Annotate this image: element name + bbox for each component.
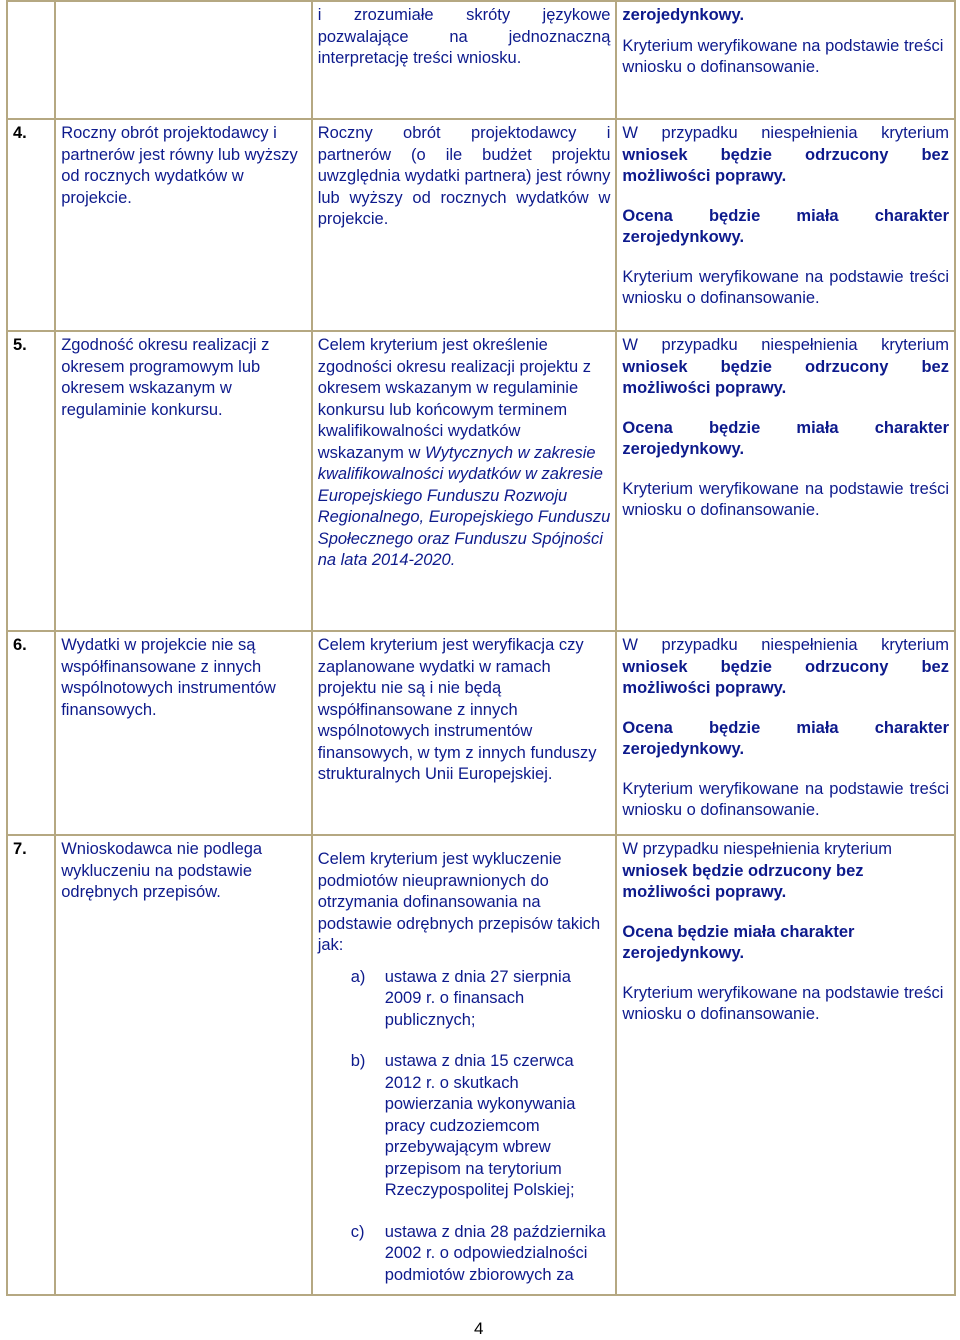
rating-text: Ocena będzie miała charakter zerojedynkowy. bbox=[622, 206, 949, 246]
criterion-name: Zgodność okresu realizacji z okresem programowym lub okresem wskazanym w regulaminie konkursu. bbox=[55, 331, 311, 631]
list-item bbox=[318, 967, 611, 1032]
criteria-table bbox=[6, 0, 956, 1296]
criterion-description: Celem kryterium jest weryfikacja czy zaplanowane wydatki w ramach projektu nie są i nie będą współfinansowane z innych wspólnotowych instrumentów finansowych, w tym z innych funduszy strukturalnych Unii Europejskiej. bbox=[312, 631, 617, 835]
effect-consequence: wniosek będzie odrzucony bez możliwości poprawy. bbox=[622, 861, 864, 901]
effect-lead: W przypadku niespełnienia kryterium bbox=[622, 336, 949, 354]
criterion-effect bbox=[616, 331, 955, 631]
effect-lead: W przypadku niespełnienia kryterium bbox=[622, 840, 893, 858]
description-italic: Wytycznych w zakresie kwalifikowalności wydatków w zakresie Europejskiego Funduszu Rozwoju Regionalnego, Europejskiego Funduszu Społecznego oraz Funduszu Spójności na lata 2014-2020. bbox=[317, 443, 611, 569]
table-row bbox=[7, 835, 955, 1295]
criterion-description bbox=[312, 331, 617, 631]
rating-text: zerojedynkowy. bbox=[622, 6, 745, 24]
verification-text: Kryterium weryfikowane na podstawie treści wniosku o dofinansowanie. bbox=[622, 983, 944, 1023]
description-text: Celem kryterium jest określenie zgodności okresu realizacji projektu z okresem wskazanym w regulaminie konkursu lub końcowym terminem kwalifikowalności wydatków wskazanym w bbox=[317, 336, 592, 462]
list-letter: b) bbox=[350, 1052, 366, 1070]
list-item bbox=[318, 1051, 611, 1202]
list-item-text: ustawa z dnia 27 sierpnia 2009 r. o finansach publicznych; bbox=[384, 967, 571, 1029]
list-letter: c) bbox=[350, 1222, 365, 1241]
criterion-description: Roczny obrót projektodawcy i partnerów (o ile budżet projektu uwzględnia wydatki partnera) jest równy lub wyższy od rocznych wydatków w projekcie. bbox=[312, 119, 617, 331]
criterion-effect bbox=[616, 1, 955, 119]
effect-text bbox=[622, 335, 949, 400]
criterion-effect bbox=[616, 119, 955, 331]
row-number bbox=[7, 1, 55, 119]
row-number: 7. bbox=[7, 835, 55, 1295]
criterion-name: Wydatki w projekcie nie są współfinansowane z innych wspólnotowych instrumentów finansowych. bbox=[55, 631, 311, 835]
verification-text: Kryterium weryfikowane na podstawie treści wniosku o dofinansowanie. bbox=[622, 267, 949, 307]
row-number: 6. bbox=[7, 631, 55, 835]
effect-text bbox=[622, 839, 949, 904]
table-row bbox=[7, 119, 955, 331]
criterion-effect bbox=[616, 631, 955, 835]
criterion-description: i zrozumiałe skróty językowe pozwalające na jednoznaczną interpretację treści wniosku. bbox=[312, 1, 617, 119]
rating-text: Ocena będzie miała charakter zerojedynkowy. bbox=[622, 922, 855, 962]
verification-text: Kryterium weryfikowane na podstawie treści wniosku o dofinansowanie. bbox=[622, 479, 949, 519]
row-number: 4. bbox=[7, 119, 55, 331]
list-letter: a) bbox=[350, 967, 366, 986]
table-row bbox=[7, 631, 955, 835]
effect-text bbox=[622, 123, 949, 188]
verification-text: Kryterium weryfikowane na podstawie treści wniosku o dofinansowanie. bbox=[622, 779, 949, 819]
effect-lead: W przypadku niespełnienia kryterium bbox=[622, 124, 949, 142]
list-item-text: ustawa z dnia 15 czerwca 2012 r. o skutkach powierzania wykonywania pracy cudzoziemcom przebywającym wbrew przepisom na terytorium Rzeczypospolitej Polskiej; bbox=[384, 1052, 576, 1199]
rating-text: Ocena będzie miała charakter zerojedynkowy. bbox=[622, 718, 949, 758]
criterion-name: Wnioskodawca nie podlega wykluczeniu na podstawie odrębnych przepisów. bbox=[55, 835, 311, 1295]
criterion-description bbox=[312, 835, 617, 1295]
regulation-list bbox=[318, 967, 611, 1287]
table-row bbox=[7, 331, 955, 631]
verification-text: Kryterium weryfikowane na podstawie treści wniosku o dofinansowanie. bbox=[622, 36, 944, 76]
list-item-text: ustawa z dnia 28 października 2002 r. o odpowiedzialności podmiotów zbiorowych za bbox=[384, 1222, 606, 1284]
effect-consequence: wniosek będzie odrzucony bez możliwości poprawy. bbox=[622, 145, 949, 185]
effect-text bbox=[622, 635, 949, 700]
effect-lead: W przypadku niespełnienia kryterium bbox=[622, 636, 949, 654]
row-number: 5. bbox=[7, 331, 55, 631]
rating-text: Ocena będzie miała charakter zerojedynkowy. bbox=[622, 418, 949, 458]
criterion-name bbox=[55, 1, 311, 119]
effect-consequence: wniosek będzie odrzucony bez możliwości poprawy. bbox=[622, 657, 949, 697]
effect-consequence: wniosek będzie odrzucony bez możliwości poprawy. bbox=[622, 357, 949, 397]
page-number: 4 bbox=[474, 1319, 484, 1338]
description-text: Celem kryterium jest wykluczenie podmiotów nieuprawnionych do otrzymania dofinansowania na podstawie odrębnych przepisów takich jak: bbox=[317, 850, 601, 954]
table-row bbox=[7, 1, 955, 119]
list-item bbox=[318, 1222, 611, 1287]
criterion-effect bbox=[616, 835, 955, 1295]
criterion-name: Roczny obrót projektodawcy i partnerów jest równy lub wyższy od rocznych wydatków w projekcie. bbox=[55, 119, 311, 331]
